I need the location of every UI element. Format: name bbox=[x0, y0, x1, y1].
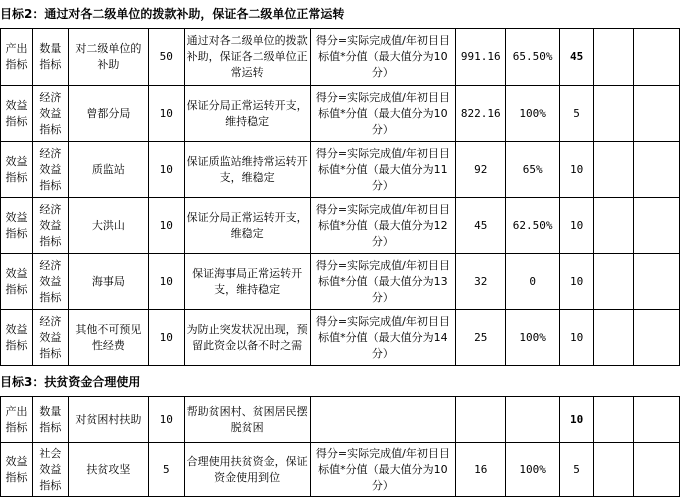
category-cell: 效益指标 bbox=[1, 254, 33, 310]
subcategory-cell: 经济效益指标 bbox=[32, 86, 68, 142]
weight-cell: 5 bbox=[148, 443, 184, 497]
empty-cell bbox=[594, 86, 634, 142]
target-cell: 帮助贫困村、贫困居民摆脱贫困 bbox=[184, 397, 310, 443]
category-cell: 效益指标 bbox=[1, 310, 33, 366]
completion-rate-cell: 100% bbox=[506, 310, 560, 366]
subcategory-cell: 经济效益指标 bbox=[32, 254, 68, 310]
goal-3-table bbox=[0, 396, 680, 497]
subcategory-cell: 数量指标 bbox=[32, 29, 68, 86]
target-cell: 为防止突发状况出现，预留此资金以备不时之需 bbox=[184, 310, 310, 366]
empty-cell bbox=[594, 198, 634, 254]
scoring-rule-cell: 得分=实际完成值/年初目目标值*分值（最大值分为14分） bbox=[310, 310, 456, 366]
weight-cell: 10 bbox=[148, 198, 184, 254]
empty-cell bbox=[634, 443, 680, 497]
category-cell: 产出指标 bbox=[1, 397, 33, 443]
empty-cell bbox=[634, 142, 680, 198]
empty-cell bbox=[594, 397, 634, 443]
subcategory-cell: 经济效益指标 bbox=[32, 310, 68, 366]
subcategory-cell: 经济效益指标 bbox=[32, 198, 68, 254]
table-row bbox=[1, 142, 680, 198]
score-cell: 10 bbox=[560, 310, 594, 366]
category-cell: 效益指标 bbox=[1, 443, 33, 497]
indicator-cell: 扶贫攻坚 bbox=[68, 443, 148, 497]
score-cell: 45 bbox=[560, 29, 594, 86]
target-cell: 合理使用扶贫资金，保证资金使用到位 bbox=[184, 443, 310, 497]
score-cell: 10 bbox=[560, 254, 594, 310]
subcategory-cell: 经济效益指标 bbox=[32, 142, 68, 198]
indicator-cell: 其他不可预见性经费 bbox=[68, 310, 148, 366]
table-row bbox=[1, 86, 680, 142]
target-cell: 保证分局正常运转开支，维稳定 bbox=[184, 198, 310, 254]
target-cell: 保证海事局正常运转开支，维持稳定 bbox=[184, 254, 310, 310]
actual-value-cell: 16 bbox=[456, 443, 506, 497]
completion-rate-cell: 65% bbox=[506, 142, 560, 198]
empty-cell bbox=[634, 397, 680, 443]
empty-cell bbox=[594, 310, 634, 366]
weight-cell: 10 bbox=[148, 254, 184, 310]
score-cell: 10 bbox=[560, 397, 594, 443]
scoring-rule-cell bbox=[310, 397, 456, 443]
indicator-cell: 对贫困村扶助 bbox=[68, 397, 148, 443]
scoring-rule-cell: 得分=实际完成值/年初目目标值*分值（最大值分为10分） bbox=[310, 29, 456, 86]
actual-value-cell bbox=[456, 397, 506, 443]
scoring-rule-cell: 得分=实际完成值/年初目目标值*分值（最大值分为12分） bbox=[310, 198, 456, 254]
category-cell: 效益指标 bbox=[1, 142, 33, 198]
target-cell: 保证质监站维持常运转开支，维稳定 bbox=[184, 142, 310, 198]
table-row bbox=[1, 310, 680, 366]
empty-cell bbox=[634, 86, 680, 142]
actual-value-cell: 822.16 bbox=[456, 86, 506, 142]
target-cell: 保证分局正常运转开支，维持稳定 bbox=[184, 86, 310, 142]
category-cell: 效益指标 bbox=[1, 198, 33, 254]
table-row bbox=[1, 198, 680, 254]
weight-cell: 50 bbox=[148, 29, 184, 86]
completion-rate-cell: 62.50% bbox=[506, 198, 560, 254]
actual-value-cell: 991.16 bbox=[456, 29, 506, 86]
subcategory-cell: 数量指标 bbox=[32, 397, 68, 443]
indicator-cell: 海事局 bbox=[68, 254, 148, 310]
completion-rate-cell: 100% bbox=[506, 86, 560, 142]
indicator-cell: 大洪山 bbox=[68, 198, 148, 254]
category-cell: 效益指标 bbox=[1, 86, 33, 142]
weight-cell: 10 bbox=[148, 142, 184, 198]
scoring-rule-cell: 得分=实际完成值/年初目目标值*分值（最大值分为10分） bbox=[310, 86, 456, 142]
table-row bbox=[1, 397, 680, 443]
completion-rate-cell: 100% bbox=[506, 443, 560, 497]
subcategory-cell: 社会效益指标 bbox=[32, 443, 68, 497]
score-cell: 10 bbox=[560, 142, 594, 198]
category-cell: 产出指标 bbox=[1, 29, 33, 86]
empty-cell bbox=[634, 198, 680, 254]
indicator-cell: 对二级单位的补助 bbox=[68, 29, 148, 86]
indicator-cell: 曾都分局 bbox=[68, 86, 148, 142]
empty-cell bbox=[634, 310, 680, 366]
weight-cell: 10 bbox=[148, 86, 184, 142]
completion-rate-cell: 0 bbox=[506, 254, 560, 310]
weight-cell: 10 bbox=[148, 310, 184, 366]
completion-rate-cell bbox=[506, 397, 560, 443]
completion-rate-cell: 65.50% bbox=[506, 29, 560, 86]
scoring-rule-cell: 得分=实际完成值/年初目目标值*分值（最大值分为13分） bbox=[310, 254, 456, 310]
empty-cell bbox=[634, 29, 680, 86]
actual-value-cell: 92 bbox=[456, 142, 506, 198]
scoring-rule-cell: 得分=实际完成值/年初目目标值*分值（最大值分为10分） bbox=[310, 443, 456, 497]
goal-2-table bbox=[0, 28, 680, 366]
scoring-rule-cell: 得分=实际完成值/年初目目标值*分值（最大值分为11分） bbox=[310, 142, 456, 198]
table-row bbox=[1, 254, 680, 310]
table-row bbox=[1, 443, 680, 497]
actual-value-cell: 25 bbox=[456, 310, 506, 366]
table-row bbox=[1, 29, 680, 86]
score-cell: 5 bbox=[560, 86, 594, 142]
empty-cell bbox=[594, 142, 634, 198]
section-title-goal-2: 目标2：通过对各二级单位的拨款补助，保证各二级单位正常运转 bbox=[0, 7, 345, 21]
actual-value-cell: 32 bbox=[456, 254, 506, 310]
target-cell: 通过对各二级单位的拨款补助，保证各二级单位正常运转 bbox=[184, 29, 310, 86]
indicator-cell: 质监站 bbox=[68, 142, 148, 198]
empty-cell bbox=[594, 443, 634, 497]
empty-cell bbox=[594, 29, 634, 86]
score-cell: 10 bbox=[560, 198, 594, 254]
score-cell: 5 bbox=[560, 443, 594, 497]
actual-value-cell: 45 bbox=[456, 198, 506, 254]
empty-cell bbox=[594, 254, 634, 310]
weight-cell: 10 bbox=[148, 397, 184, 443]
empty-cell bbox=[634, 254, 680, 310]
section-title-goal-3: 目标3：扶贫资金合理使用 bbox=[0, 375, 141, 389]
